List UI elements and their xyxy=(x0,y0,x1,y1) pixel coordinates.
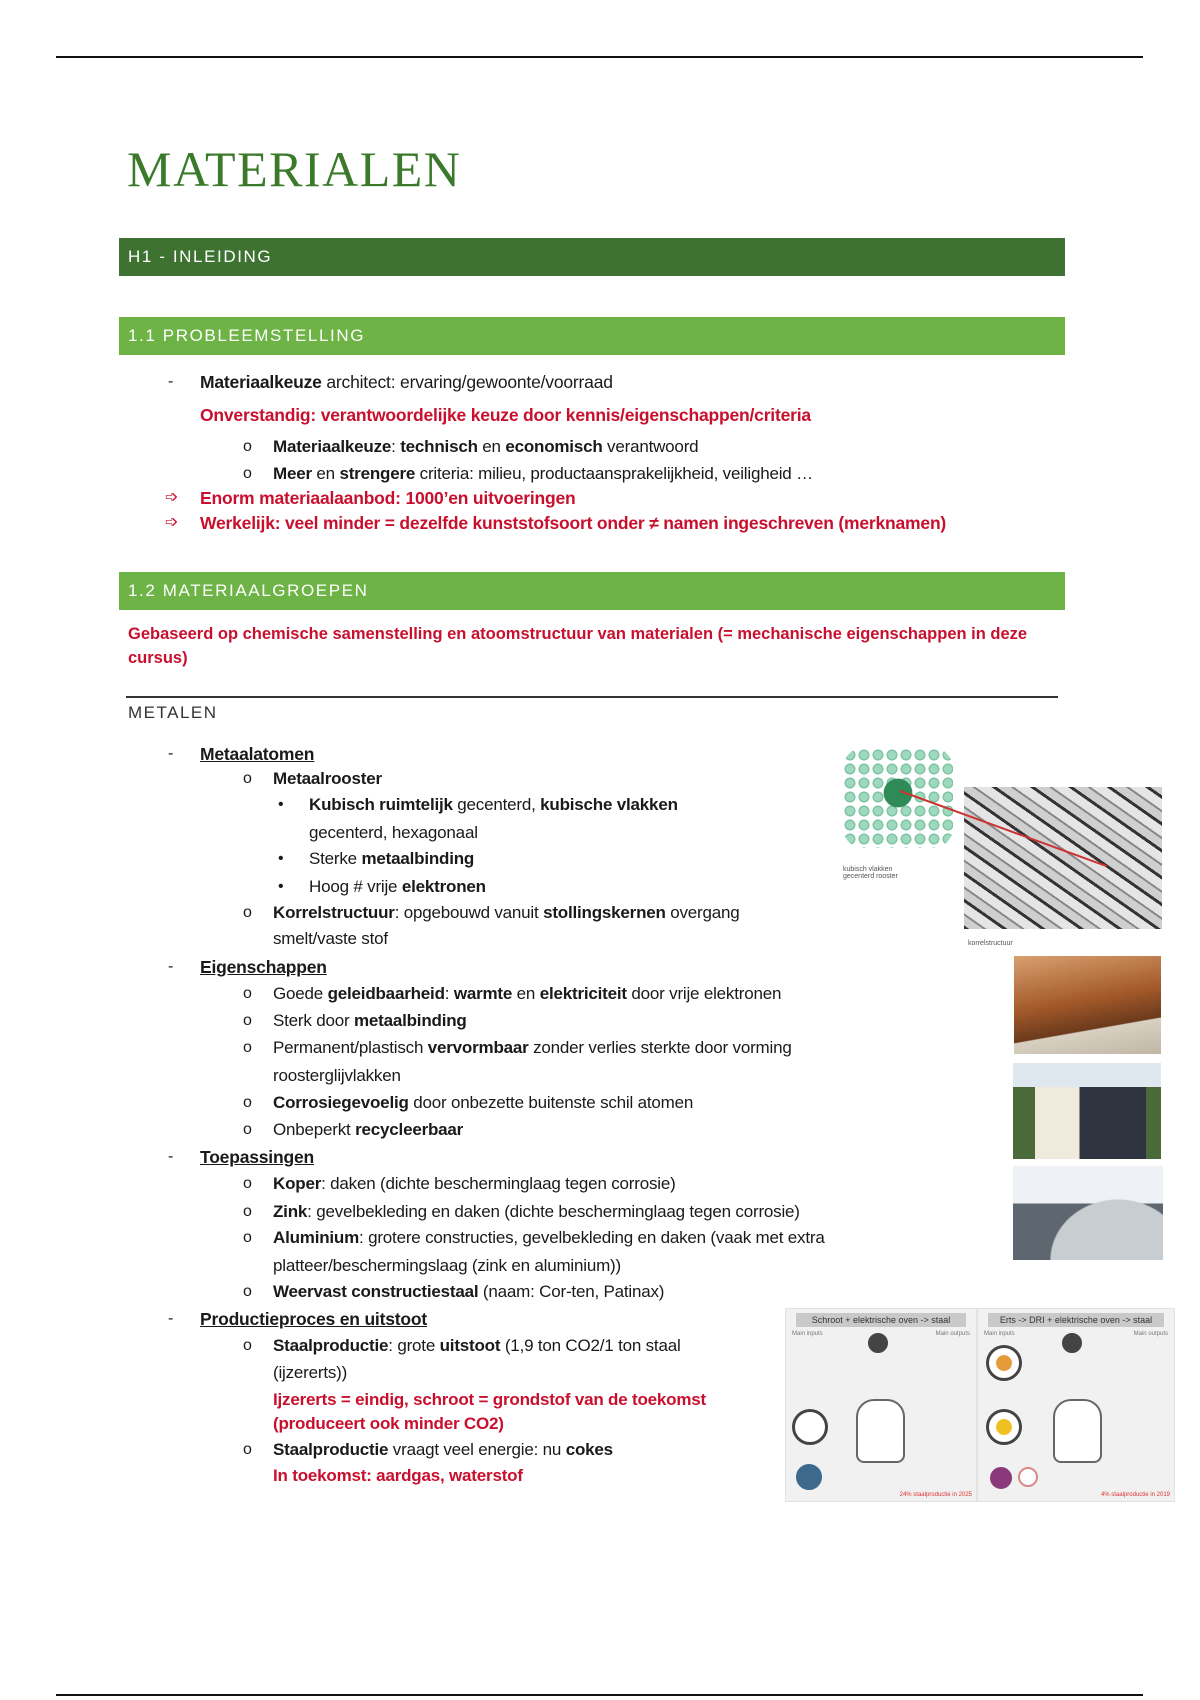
grain-structure-image xyxy=(964,787,1162,929)
bold-term: uitstoot xyxy=(439,1336,501,1355)
heading-1-2: 1.2 MATERIAALGROEPEN xyxy=(119,572,1065,610)
text-segment: criteria: milieu, productaansprakelijkheid, veiligheid … xyxy=(415,464,813,483)
zinc-facade-photo xyxy=(1013,1063,1161,1159)
content-line xyxy=(273,1201,800,1223)
content-line xyxy=(200,956,327,978)
text-segment: Hoog # vrije xyxy=(309,877,402,896)
heading-1-1: 1.1 PROBLEEMSTELLING xyxy=(119,317,1065,355)
content-line xyxy=(273,1227,825,1249)
circle-marker-icon: o xyxy=(243,1121,252,1138)
content-line xyxy=(273,463,813,485)
content-line xyxy=(200,512,946,534)
content-line xyxy=(200,371,613,393)
bold-term: Metaalrooster xyxy=(273,769,382,788)
text-segment: Sterk door xyxy=(273,1011,354,1030)
bullet-marker-icon: • xyxy=(278,796,284,813)
content-line xyxy=(309,794,678,816)
arrow-marker-icon: ➩ xyxy=(165,514,179,531)
content-line xyxy=(273,1065,401,1087)
text-segment: zonder verlies sterkte door vorming xyxy=(528,1038,792,1057)
bold-term: cokes xyxy=(565,1440,613,1459)
bold-term: Meer xyxy=(273,464,312,483)
circle-marker-icon: o xyxy=(243,465,252,482)
text-segment: gecenterd, xyxy=(452,795,541,814)
scrap-icon xyxy=(792,1409,828,1445)
text-segment: : grote xyxy=(388,1336,440,1355)
circle-marker-icon: o xyxy=(243,1094,252,1111)
bullet-marker-icon: • xyxy=(278,850,284,867)
dash-marker-icon: - xyxy=(168,745,174,762)
bold-term: technisch xyxy=(400,437,478,456)
circle-marker-icon: o xyxy=(243,1039,252,1056)
bold-term: Kubisch ruimtelijk xyxy=(309,795,453,814)
bold-term: Korrelstructuur xyxy=(273,903,395,922)
content-line xyxy=(200,1146,314,1168)
content-line xyxy=(273,983,781,1005)
text-segment: gecenterd, hexagonaal xyxy=(309,823,478,842)
text-segment: Enorm materiaalaanbod: 1000’en uitvoeringen xyxy=(200,488,576,508)
content-line xyxy=(200,1308,427,1330)
bold-term: Materiaalkeuze xyxy=(273,437,392,456)
page-title: MATERIALEN xyxy=(127,141,462,197)
text-segment: en xyxy=(311,464,340,483)
section-intro: Gebaseerd op chemische samenstelling en atoomstructuur van materialen (= mechanische eigenschappen in deze cursus) xyxy=(128,625,1028,667)
circle-marker-icon: o xyxy=(243,985,252,1002)
circle-marker-icon: o xyxy=(243,1441,252,1458)
bold-term: elektronen xyxy=(401,877,486,896)
text-segment: en xyxy=(477,437,506,456)
heading-h1: H1 - INLEIDING xyxy=(119,238,1065,276)
co2-icon xyxy=(868,1333,888,1353)
diagram2-outputs-label: Main outputs xyxy=(1133,1331,1168,1337)
content-line xyxy=(273,1092,693,1114)
text-segment: smelt/vaste stof xyxy=(273,929,388,948)
text-segment: roosterglijvlakken xyxy=(273,1066,401,1085)
diagram-ore-dri-steel xyxy=(977,1308,1175,1502)
text-segment: : grotere constructies, gevelbekleding en daken (vaak met extra xyxy=(359,1228,825,1247)
circle-marker-icon: o xyxy=(243,1337,252,1354)
electricity-icon xyxy=(796,1464,822,1490)
content-line xyxy=(309,822,478,844)
circle-marker-icon: o xyxy=(243,1203,252,1220)
text-segment: Ijzererts = eindig, schroot = grondstof van de toekomst xyxy=(273,1390,706,1409)
text-segment: Permanent/plastisch xyxy=(273,1038,428,1057)
diagram1-title: Schroot + elektrische oven -> staal xyxy=(796,1313,966,1327)
oven-icon xyxy=(1053,1399,1102,1463)
circle-marker-icon: o xyxy=(243,438,252,455)
text-segment: (naam: Cor-ten, Patinax) xyxy=(478,1282,665,1301)
content-line xyxy=(273,928,388,950)
bold-term: Metaalatomen xyxy=(200,744,315,764)
content-line xyxy=(273,1255,621,1277)
lattice-caption: kubisch vlakken gecenterd rooster xyxy=(843,866,898,880)
arrow-marker-icon: ➩ xyxy=(165,489,179,506)
content-line xyxy=(273,768,382,790)
text-segment: en xyxy=(512,984,540,1003)
diagram1-note: 24% staalproductie in 2025 xyxy=(899,1492,972,1498)
bold-term: economisch xyxy=(505,437,603,456)
content-line xyxy=(273,1389,706,1411)
content-line xyxy=(273,902,740,924)
content-line xyxy=(273,1335,681,1357)
copper-roof-photo xyxy=(1014,956,1161,1054)
diagram1-outputs-label: Main outputs xyxy=(935,1331,970,1337)
dash-marker-icon: - xyxy=(168,1148,174,1165)
dri-icon xyxy=(986,1409,1022,1445)
footer-rule xyxy=(56,1694,1143,1696)
section-rule xyxy=(126,696,1058,698)
text-segment: : gevelbekleding en daken (dichte bescherminglaag tegen corrosie) xyxy=(307,1202,800,1221)
diagram2-inputs-label: Main inputs xyxy=(984,1331,1015,1337)
bold-term: Toepassingen xyxy=(200,1147,314,1167)
content-line xyxy=(273,1362,347,1384)
bold-term: Corrosiegevoelig xyxy=(273,1093,409,1112)
bold-term: Weervast constructiestaal xyxy=(273,1282,479,1301)
text-segment: vraagt veel energie: nu xyxy=(388,1440,566,1459)
bold-term: metaalbinding xyxy=(353,1011,467,1030)
aluminium-building-photo xyxy=(1013,1166,1163,1260)
dash-marker-icon: - xyxy=(168,1310,174,1327)
circle-marker-icon: o xyxy=(243,1229,252,1246)
ore-icon xyxy=(986,1345,1022,1381)
text-segment: platteer/beschermingslaag (zink en aluminium)) xyxy=(273,1256,621,1275)
hydrogen-icon xyxy=(1018,1467,1038,1487)
text-segment: Onverstandig: verantwoordelijke keuze door kennis/eigenschappen/criteria xyxy=(200,405,811,425)
diagram2-note: 4% staalproductie in 2019 xyxy=(1100,1492,1170,1498)
bold-term: vervormbaar xyxy=(427,1038,529,1057)
text-segment: verantwoord xyxy=(602,437,699,456)
diagram1-inputs-label: Main inputs xyxy=(792,1331,823,1337)
text-segment: Werkelijk: veel minder = dezelfde kunststofsoort onder ≠ namen ingeschreven (merknamen) xyxy=(200,513,947,533)
content-line xyxy=(273,1119,463,1141)
content-line xyxy=(273,436,698,458)
text-segment: In toekomst: aardgas, waterstof xyxy=(273,1466,523,1485)
bold-term: Staalproductie xyxy=(273,1336,389,1355)
content-line xyxy=(273,1413,504,1435)
bullet-marker-icon: • xyxy=(278,878,284,895)
dash-marker-icon: - xyxy=(168,373,174,390)
subheading-metalen: METALEN xyxy=(128,703,218,722)
bold-term: Materiaalkeuze xyxy=(200,372,322,392)
content-line xyxy=(200,743,314,765)
circle-marker-icon: o xyxy=(243,770,252,787)
content-line xyxy=(273,1037,792,1059)
dash-marker-icon: - xyxy=(168,958,174,975)
text-segment: door onbezette buitenste schil atomen xyxy=(408,1093,694,1112)
bold-term: Staalproductie xyxy=(273,1440,389,1459)
content-line xyxy=(200,404,811,426)
bold-term: stollingskernen xyxy=(543,903,666,922)
circle-marker-icon: o xyxy=(243,904,252,921)
content-line xyxy=(273,1010,467,1032)
text-segment: : xyxy=(391,437,401,456)
text-segment: (1,9 ton CO2/1 ton staal xyxy=(500,1336,681,1355)
diagram2-title: Erts -> DRI + elektrische oven -> staal xyxy=(988,1313,1164,1327)
content-line xyxy=(273,1465,523,1487)
bold-term: Aluminium xyxy=(273,1228,360,1247)
grain-caption: korrelstructuur xyxy=(968,940,1013,947)
circle-marker-icon: o xyxy=(243,1012,252,1029)
content-line xyxy=(200,487,576,509)
content-line xyxy=(273,1281,664,1303)
bold-term: strengere xyxy=(339,464,416,483)
content-line xyxy=(309,848,474,870)
text-segment: Sterke xyxy=(309,849,362,868)
text-segment: : xyxy=(444,984,454,1003)
content-line xyxy=(273,1439,613,1461)
text-segment: architect: ervaring/gewoonte/voorraad xyxy=(321,372,613,392)
bold-term: Koper xyxy=(273,1174,322,1193)
bold-term: metaalbinding xyxy=(361,849,475,868)
bold-term: elektriciteit xyxy=(539,984,627,1003)
circle-marker-icon: o xyxy=(243,1175,252,1192)
bold-term: geleidbaarheid xyxy=(327,984,445,1003)
text-segment: Goede xyxy=(273,984,328,1003)
bold-term: kubische vlakken xyxy=(540,795,678,814)
co2-icon xyxy=(1062,1333,1082,1353)
content-line xyxy=(273,1173,676,1195)
circle-marker-icon: o xyxy=(243,1283,252,1300)
bold-term: warmte xyxy=(453,984,513,1003)
text-segment: door vrije elektronen xyxy=(626,984,782,1003)
text-segment: : opgebouwd vanuit xyxy=(394,903,544,922)
text-segment: (produceert ook minder CO2) xyxy=(273,1414,504,1433)
oven-icon xyxy=(856,1399,905,1463)
text-segment: (ijzererts)) xyxy=(273,1363,348,1382)
text-segment: : daken (dichte bescherminglaag tegen corrosie) xyxy=(321,1174,676,1193)
header-rule xyxy=(56,56,1143,58)
text-segment: overgang xyxy=(665,903,740,922)
diagram-scrap-steel xyxy=(785,1308,977,1502)
bold-term: Zink xyxy=(273,1202,308,1221)
bold-term: Eigenschappen xyxy=(200,957,327,977)
gas-icon xyxy=(990,1467,1012,1489)
content-line xyxy=(309,876,486,898)
lattice-image xyxy=(843,748,953,848)
bold-term: Productieproces en uitstoot xyxy=(200,1309,427,1329)
bold-term: recycleerbaar xyxy=(355,1120,464,1139)
text-segment: Onbeperkt xyxy=(273,1120,356,1139)
